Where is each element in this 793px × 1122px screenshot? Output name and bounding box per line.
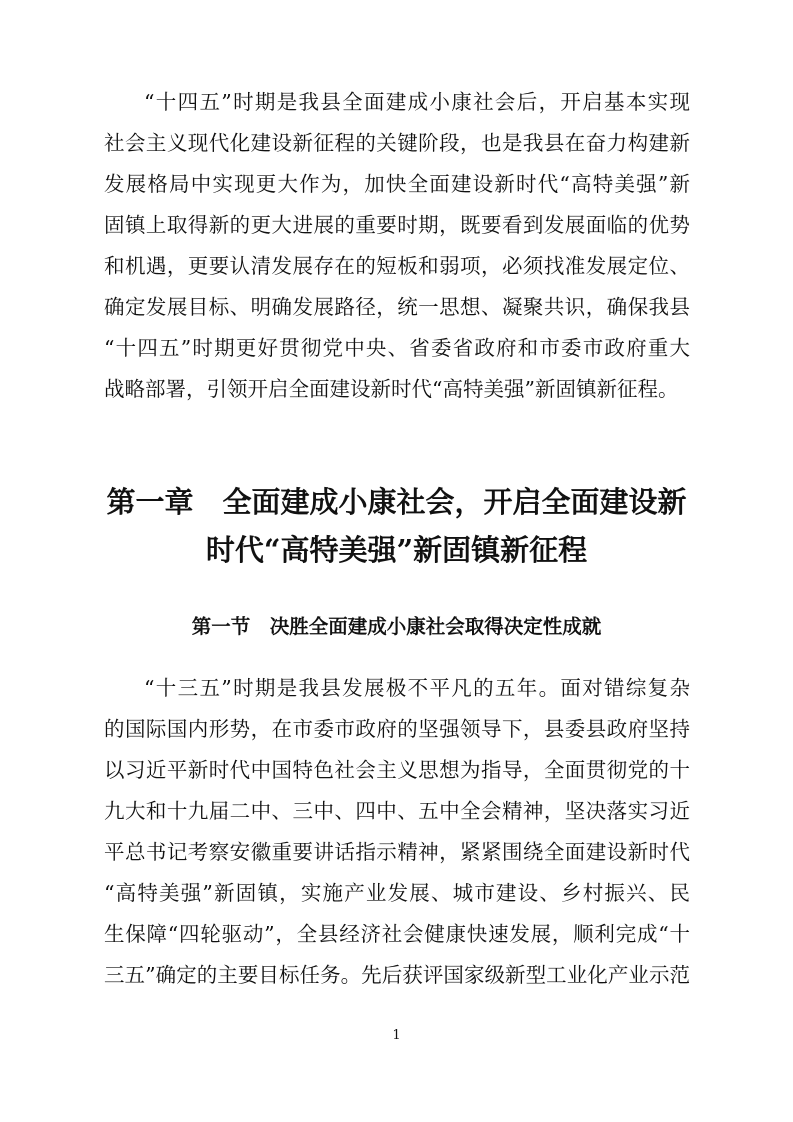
text-line: 三五”确定的主要目标任务。先后获评国家级新型工业化产业示范 <box>104 963 690 987</box>
section-heading: 第一节 决胜全面建成小康社会取得决定性成就 <box>191 615 602 638</box>
text-line: 的国际国内形势，在市委市政府的坚强领导下，县委县政府坚持 <box>104 717 690 741</box>
text-line: 生保障“四轮驱动”，全县经济社会健康快速发展，顺利完成“十 <box>104 922 690 946</box>
chapter-heading <box>80 478 713 574</box>
text-line: 平总书记考察安徽重要讲话指示精神，紧紧围绕全面建设新时代 <box>104 840 690 864</box>
text-line: “十四五”时期是我县全面建成小康社会后，开启基本实现 <box>144 90 690 114</box>
text-line: 固镇上取得新的更大进展的重要时期，既要看到发展面临的优势 <box>104 213 690 237</box>
text-line: 战略部署，引领开启全面建设新时代“高特美强”新固镇新征程。 <box>104 377 679 401</box>
text-line: 以习近平新时代中国特色社会主义思想为指导，全面贯彻党的十 <box>104 758 690 782</box>
page-number: 1 <box>392 1028 401 1043</box>
text-line: 发展格局中实现更大作为，加快全面建设新时代“高特美强”新 <box>104 172 690 196</box>
body-paragraph <box>104 668 690 996</box>
text-line: 和机遇，更要认清发展存在的短板和弱项，必须找准发展定位、 <box>104 254 690 278</box>
text-line: “高特美强”新固镇，实施产业发展、城市建设、乡村振兴、民 <box>104 881 690 905</box>
chapter-heading-line: 时代“高特美强”新固镇新征程 <box>205 533 588 567</box>
text-line: “十三五”时期是我县发展极不平凡的五年。面对错综复杂 <box>144 676 690 700</box>
chapter-heading-line: 第一章 全面建成小康社会，开启全面建设新 <box>106 485 687 519</box>
text-line: “十四五”时期更好贯彻党中央、省委省政府和市委市政府重大 <box>104 336 690 360</box>
text-line: 九大和十九届二中、三中、四中、五中全会精神，坚决落实习近 <box>104 799 690 823</box>
text-line: 确定发展目标、明确发展路径，统一思想、凝聚共识，确保我县 <box>104 295 690 319</box>
intro-paragraph <box>104 82 690 410</box>
text-line: 社会主义现代化建设新征程的关键阶段，也是我县在奋力构建新 <box>104 131 690 155</box>
